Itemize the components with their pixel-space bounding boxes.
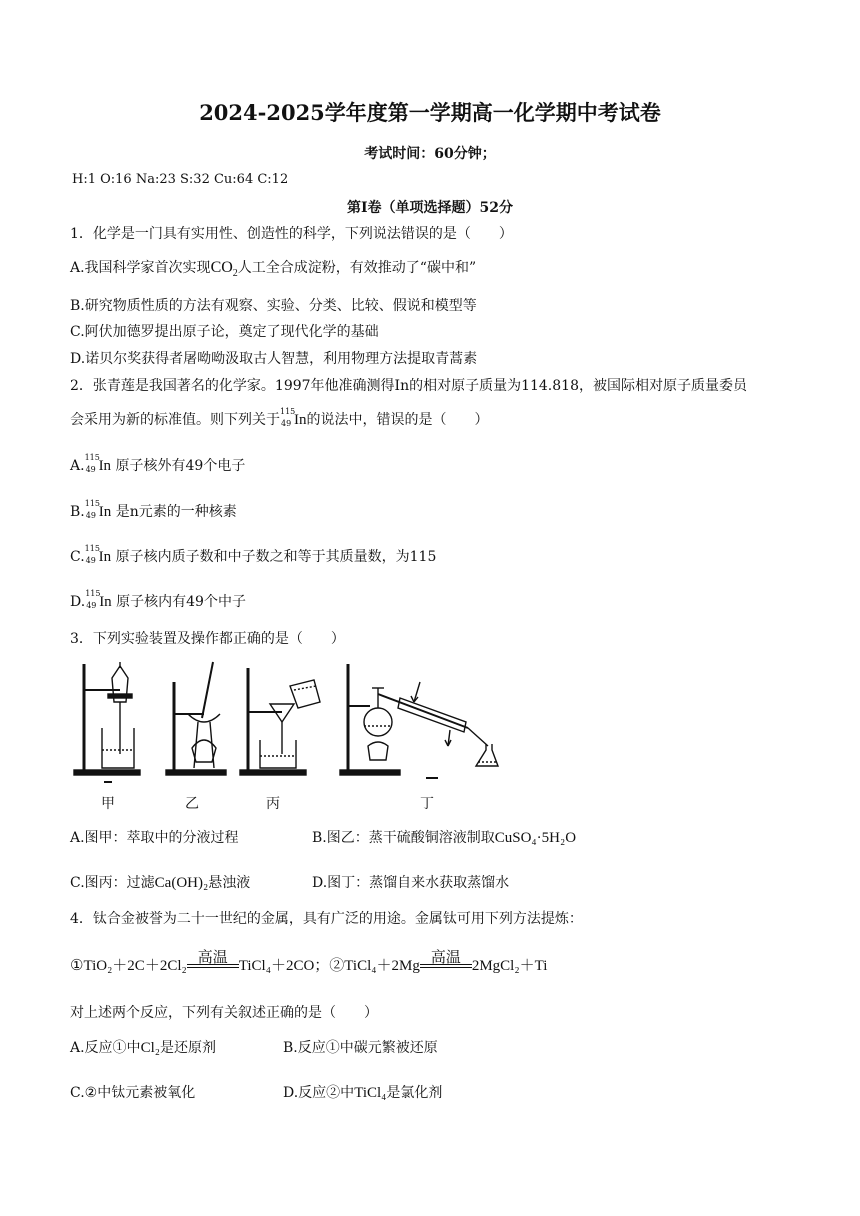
question-2-stem-line1: 2．张青莲是我国著名的化学家。1997年他准确测得In的相对原子质量为114.818，被国际相对原子质量委员 [70,378,747,394]
condition-text: 高温 [197,950,228,966]
option-prefix: D. [70,594,86,610]
nuclide-z: 49 [281,419,292,428]
question-1-option-a [70,258,476,284]
option-a-text-pre: A.反应①中 [70,1040,141,1056]
option-a-text-post: 人工全合成淀粉，有效推动了“碳中和” [237,260,477,276]
question-4-option-a [70,1038,216,1058]
question-3-stem: 3．下列实验装置及操作都正确的是（ ） [70,631,345,647]
nuclide-z: 49 [86,601,97,610]
section-title: 第I卷（单项选择题）52分 [346,200,514,216]
equation-2-left: ②TiCl₄＋2Mg [329,958,420,974]
option-prefix: A. [70,458,85,474]
condition-text: 高温 [430,950,461,966]
equation-1-left: ①TiO₂＋2C＋2Cl₂ [70,958,187,974]
cl2-formula: Cl₂ [140,1040,160,1056]
nuclide-symbol: In [98,458,112,474]
option-b-text: B.图乙：蒸干硫酸铜溶液制取 [312,830,495,846]
question-4-option-b: B.反应①中碳元繁被还原 [283,1040,438,1056]
option-text: 原子核内质子数和中子数之和等于其质量数，为115 [115,549,437,565]
cuso4-formula: CuSO₄·5H₂O [494,830,577,846]
stem-line2-pre: 会采用为新的标准值。则下列关于 [70,412,280,428]
nuclide-notation [84,544,100,566]
question-3-option-d: D.图丁：蒸馏自来水获取蒸馏水 [312,875,510,891]
apparatus-ding [340,664,498,778]
option-prefix: C. [70,549,85,565]
co2-formula [210,259,238,280]
question-4-option-d [283,1083,442,1103]
option-text: 是n元素的一种核素 [115,504,237,520]
nuclide-z: 49 [85,511,96,520]
question-1-option-d: D.诺贝尔奖获得者屠呦呦汲取古人智慧，利用物理方法提取青蒿素 [70,351,478,367]
option-prefix: B. [70,504,85,520]
exam-title: 2024-2025学年度第一学期高一化学期中考试卷 [199,100,661,125]
nuclide-symbol: In [98,549,112,565]
apparatus-figure [68,658,508,788]
question-4-stem: 4．钛合金被誉为二十一世纪的金属，具有广泛的用途。金属钛可用下列方法提炼： [70,911,583,927]
reaction-equations [70,950,548,976]
question-3-option-b [312,828,576,848]
equation-2-right: 2MgCl₂＋Ti [471,958,548,974]
nuclide-z: 49 [85,556,96,565]
question-3-option-a: A.图甲：萃取中的分液过程 [70,830,239,846]
question-2-option-b [70,499,237,522]
nuclide-notation [280,407,296,429]
question-1-option-b: B.研究物质性质的方法有观察、实验、分类、比较、假说和模型等 [70,298,477,314]
option-text: 原子核内有49个中子 [116,594,246,610]
co2-base: CO [210,259,233,276]
question-4-follow: 对上述两个反应，下列有关叙述正确的是（ ） [70,1005,378,1021]
caoh2-formula: Ca(OH)₂ [154,875,209,891]
nuclide-mass: 115 [84,453,100,462]
atomic-masses: H:1 O:16 Na:23 S:32 Cu:64 C:12 [72,172,289,187]
figure-label-ding: 丁 [420,796,434,812]
nuclide-z: 49 [85,465,96,474]
apparatus-jia [74,662,140,775]
nuclide-symbol: In [99,594,112,610]
option-a-text-pre: A.我国科学家首次实现 [70,260,211,276]
nuclide-mass: 115 [85,589,101,598]
nuclide-mass: 115 [84,499,101,508]
question-2-option-d [70,589,246,612]
question-1-option-c: C.阿伏加德罗提出原子论，奠定了现代化学的基础 [70,324,379,340]
exam-time: 考试时间：60分钟； [364,146,496,162]
figure-label-bing: 丙 [266,796,280,812]
nuclide-notation [84,499,101,521]
figure-label-jia: 甲 [101,796,115,812]
apparatus-yi [166,662,226,775]
stem-line2-post: 的说法中，错误的是（ ） [306,412,489,428]
co2-sub: 2 [232,268,238,280]
nuclide-symbol: In [294,412,307,428]
option-text: 原子核外有49个电子 [115,458,246,474]
figure-label-yi: 乙 [185,796,199,812]
option-d-text-pre: D.反应②中 [283,1085,355,1101]
nuclide-mass: 115 [280,407,296,416]
ticl4-formula: TiCl₄ [354,1085,387,1101]
question-2-option-c [70,544,437,567]
question-4-option-c: C.②中钛元素被氧化 [70,1085,196,1101]
question-3-option-c [70,873,250,893]
nuclide-mass: 115 [84,544,100,553]
nuclide-notation [85,589,101,611]
nuclide-notation [84,453,100,475]
option-c-text-post: 悬浊液 [208,875,251,891]
question-2-stem-line2 [70,407,489,430]
option-d-text-post: 是氯化剂 [386,1085,443,1101]
nuclide-symbol: In [98,504,112,520]
option-a-text-post: 是还原剂 [159,1040,216,1056]
question-2-option-a [70,453,246,476]
option-c-text-pre: C.图丙：过滤 [70,875,155,891]
apparatus-bing [240,668,320,775]
equation-1-right: TiCl₄＋2CO； [238,958,330,974]
question-1-stem: 1．化学是一门具有实用性、创造性的科学，下列说法错误的是（ ） [70,226,513,242]
